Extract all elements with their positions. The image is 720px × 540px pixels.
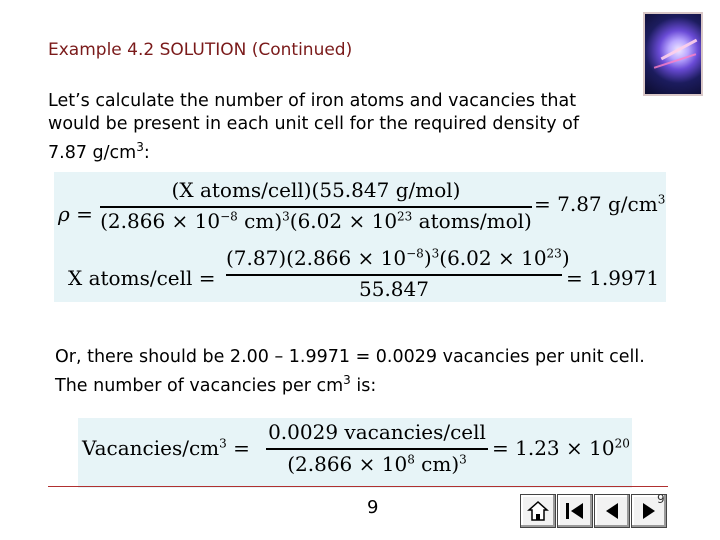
equation-block-density — [54, 172, 666, 302]
eq1-rhs: = 7.87 $g/cm^3$ — [534, 192, 666, 216]
eq3-numerator: 0.0029 vacancies/cell — [268, 420, 486, 444]
page-number: 9 — [367, 497, 379, 518]
eq1-fraction — [100, 178, 532, 238]
vacancy-paragraph — [55, 346, 665, 398]
intro-paragraph — [48, 90, 618, 165]
eq2-rhs: = 1.9971 — [566, 266, 660, 290]
eq3-denominator: ($2.866 \times 10^8$ cm)$^3$ — [287, 452, 467, 476]
eq2-denominator: 55.847 — [359, 277, 429, 301]
home-icon — [526, 499, 550, 523]
intro-text: Let’s calculate the number of iron atoms and vacancies that would be present in each unit cell for the required density of 7.87 g/cm — [48, 91, 579, 163]
para2-exponent: 3 — [343, 373, 351, 387]
eq2-lhs: X atoms/cell = — [68, 266, 216, 290]
eq2-numerator: $(7.87)(2.866 \times 10^{-8})^3(6.02 \times 10^{23})$ — [226, 246, 570, 270]
eq1-numerator: (X atoms/cell)(55.847 g/mol) — [171, 178, 461, 202]
eq1-lhs: ρ = — [58, 202, 93, 226]
footer-divider — [48, 486, 668, 487]
intro-end: : — [143, 142, 150, 163]
previous-page-icon — [600, 499, 624, 523]
para2-end: is: — [350, 375, 377, 396]
intro-exponent: 3 — [136, 140, 144, 154]
eq2-fraction — [226, 246, 570, 302]
eq3-lhs: Vacancies/$cm^3$ = — [82, 436, 250, 460]
equation-block-vacancies — [78, 418, 632, 488]
eq1-denominator: ($2.866 \times 10^{-8}$ $cm)^3(6.02 \times 10^{23}$ atoms/mol) — [100, 209, 532, 233]
corner-page-number: 9 — [657, 492, 665, 506]
home-button[interactable] — [520, 494, 556, 528]
eq3-fraction — [266, 420, 488, 484]
previous-page-button[interactable] — [594, 494, 630, 528]
book-cover-thumbnail — [643, 12, 703, 96]
first-page-icon — [563, 499, 587, 523]
eq3-rhs: = $1.23 \times 10^{20}$ — [492, 436, 630, 460]
slide-title: Example 4.2 SOLUTION (Continued) — [48, 40, 353, 60]
first-page-button[interactable] — [557, 494, 593, 528]
para2-text: Or, there should be 2.00 – 1.9971 = 0.0029 vacancies per unit cell. The number of vacancies per cm — [55, 347, 645, 396]
